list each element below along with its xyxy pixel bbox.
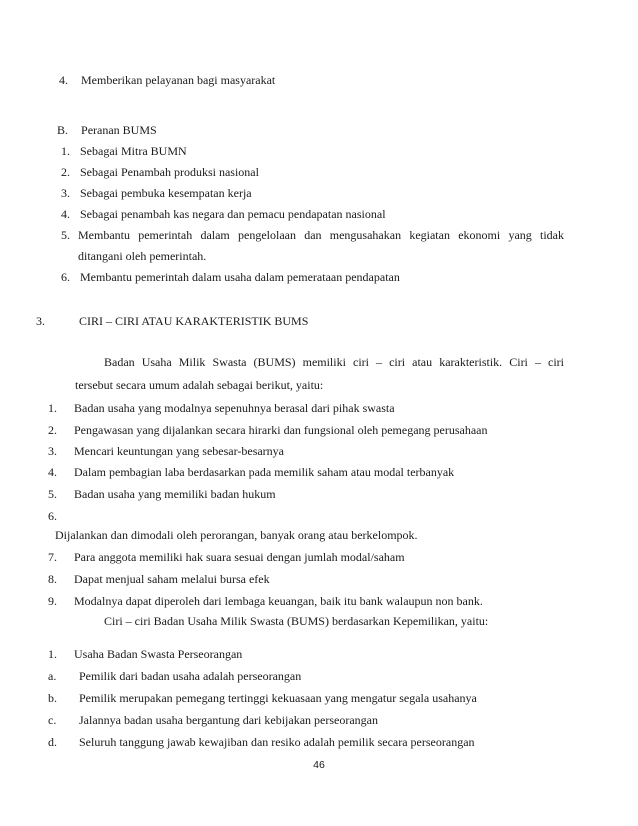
- item-text: Pengawasan yang dijalankan secara hirarki dan fungsional oleh pemegang perusahaan: [74, 423, 488, 437]
- item-text: Dapat menjual saham melalui bursa efek: [74, 572, 270, 586]
- item-number: 4.: [61, 207, 70, 221]
- list-item-text: Membantu pemerintah dalam pengelolaan dan mengusahakan kegiatan ekonomi yang tidak: [78, 228, 564, 242]
- item-number: 4.: [59, 73, 68, 87]
- item-text: Modalnya dapat diperoleh dari lembaga keuangan, baik itu bank walaupun non bank.: [74, 594, 483, 608]
- item-number: 7.: [48, 550, 57, 564]
- item-text: Sebagai penambah kas negara dan pemacu pendapatan nasional: [80, 207, 386, 221]
- heading-number: B.: [57, 123, 69, 137]
- list-item: [61, 270, 400, 284]
- item-text: Para anggota memiliki hak suara sesuai dengan jumlah modal/saham: [74, 550, 405, 564]
- item-letter: d.: [48, 735, 57, 749]
- item-text: Dalam pembagian laba berdasarkan pada memilik saham atau modal terbanyak: [74, 465, 455, 479]
- section-title: CIRI – CIRI ATAU KARAKTERISTIK BUMS: [79, 314, 309, 328]
- heading-text: Peranan BUMS: [81, 123, 157, 137]
- list-item: [48, 713, 378, 727]
- list-item: [61, 186, 252, 200]
- item-letter: a.: [48, 669, 57, 683]
- item-number: 9.: [48, 594, 57, 608]
- list-item: [48, 465, 454, 479]
- list-item: [48, 647, 242, 661]
- item-number: 2.: [48, 423, 57, 437]
- item-number: 2.: [61, 165, 70, 179]
- item-letter: c.: [48, 713, 57, 727]
- list-item: [48, 487, 276, 501]
- list-item: [48, 444, 284, 458]
- item-text: Seluruh tanggung jawab kewajiban dan resiko adalah pemilik secara perseorangan: [79, 735, 475, 749]
- list-item: [61, 165, 259, 179]
- item-number: 6.: [48, 509, 57, 523]
- list-item: [48, 550, 405, 564]
- item-number: 5.: [48, 487, 57, 501]
- item-number: 1.: [48, 401, 57, 415]
- paragraph-line: Badan Usaha Milik Swasta (BUMS) memiliki ciri – ciri atau karakteristik. Ciri – ciri: [104, 355, 564, 369]
- item-text: Badan usaha yang modalnya sepenuhnya berasal dari pihak swasta: [74, 401, 395, 415]
- item-letter: b.: [48, 691, 57, 705]
- list-item: [48, 401, 395, 415]
- subsection-intro: Ciri – ciri Badan Usaha Milik Swasta (BUMS) berdasarkan Kepemilikan, yaitu:: [104, 614, 489, 628]
- list-item-text: Dijalankan dan dimodali oleh perorangan, banyak orang atau berkelompok.: [55, 528, 418, 542]
- item-text: Sebagai Penambah produksi nasional: [80, 165, 259, 179]
- list-item: [48, 509, 57, 523]
- item-text: Memberikan pelayanan bagi masyarakat: [81, 73, 276, 87]
- list-item: [48, 572, 270, 586]
- page-number: 46: [313, 759, 325, 771]
- item-text: Jalannya badan usaha bergantung dari kebijakan perseorangan: [79, 713, 378, 727]
- item-number: 4.: [48, 465, 57, 479]
- item-text: Usaha Badan Swasta Perseorangan: [74, 647, 243, 661]
- item-number: 1.: [61, 144, 70, 158]
- list-item: [61, 144, 187, 158]
- list-item: [48, 423, 488, 437]
- item-text: Pemilik dari badan usaha adalah perseorangan: [79, 669, 302, 683]
- item-text: Badan usaha yang memiliki badan hukum: [74, 487, 276, 501]
- list-item: [48, 594, 483, 608]
- item-number: 6.: [61, 270, 70, 284]
- item-text: Pemilik merupakan pemegang tertinggi kekuasaan yang mengatur segala usahanya: [79, 691, 477, 705]
- paragraph-line: tersebut secara umum adalah sebagai berikut, yaitu:: [75, 378, 324, 392]
- list-item: [48, 691, 477, 705]
- item-number: 8.: [48, 572, 57, 586]
- item-text: Mencari keuntungan yang sebesar-besarnya: [74, 444, 285, 458]
- item-number: 3.: [48, 444, 57, 458]
- item-text: Membantu pemerintah dalam usaha dalam pemerataan pendapatan: [80, 270, 400, 284]
- section-number: 3.: [36, 314, 45, 328]
- list-item: [48, 669, 301, 683]
- item-number: 3.: [61, 186, 70, 200]
- list-item-continuation: ditangani oleh pemerintah.: [78, 249, 207, 263]
- list-item: [59, 73, 275, 87]
- list-item: [61, 207, 386, 221]
- item-text: Sebagai pembuka kesempatan kerja: [80, 186, 252, 200]
- section-heading: [57, 123, 157, 137]
- list-item: [48, 735, 475, 749]
- item-number: 1.: [48, 647, 57, 661]
- list-item-number: 5.: [61, 228, 70, 242]
- item-text: Sebagai Mitra BUMN: [80, 144, 187, 158]
